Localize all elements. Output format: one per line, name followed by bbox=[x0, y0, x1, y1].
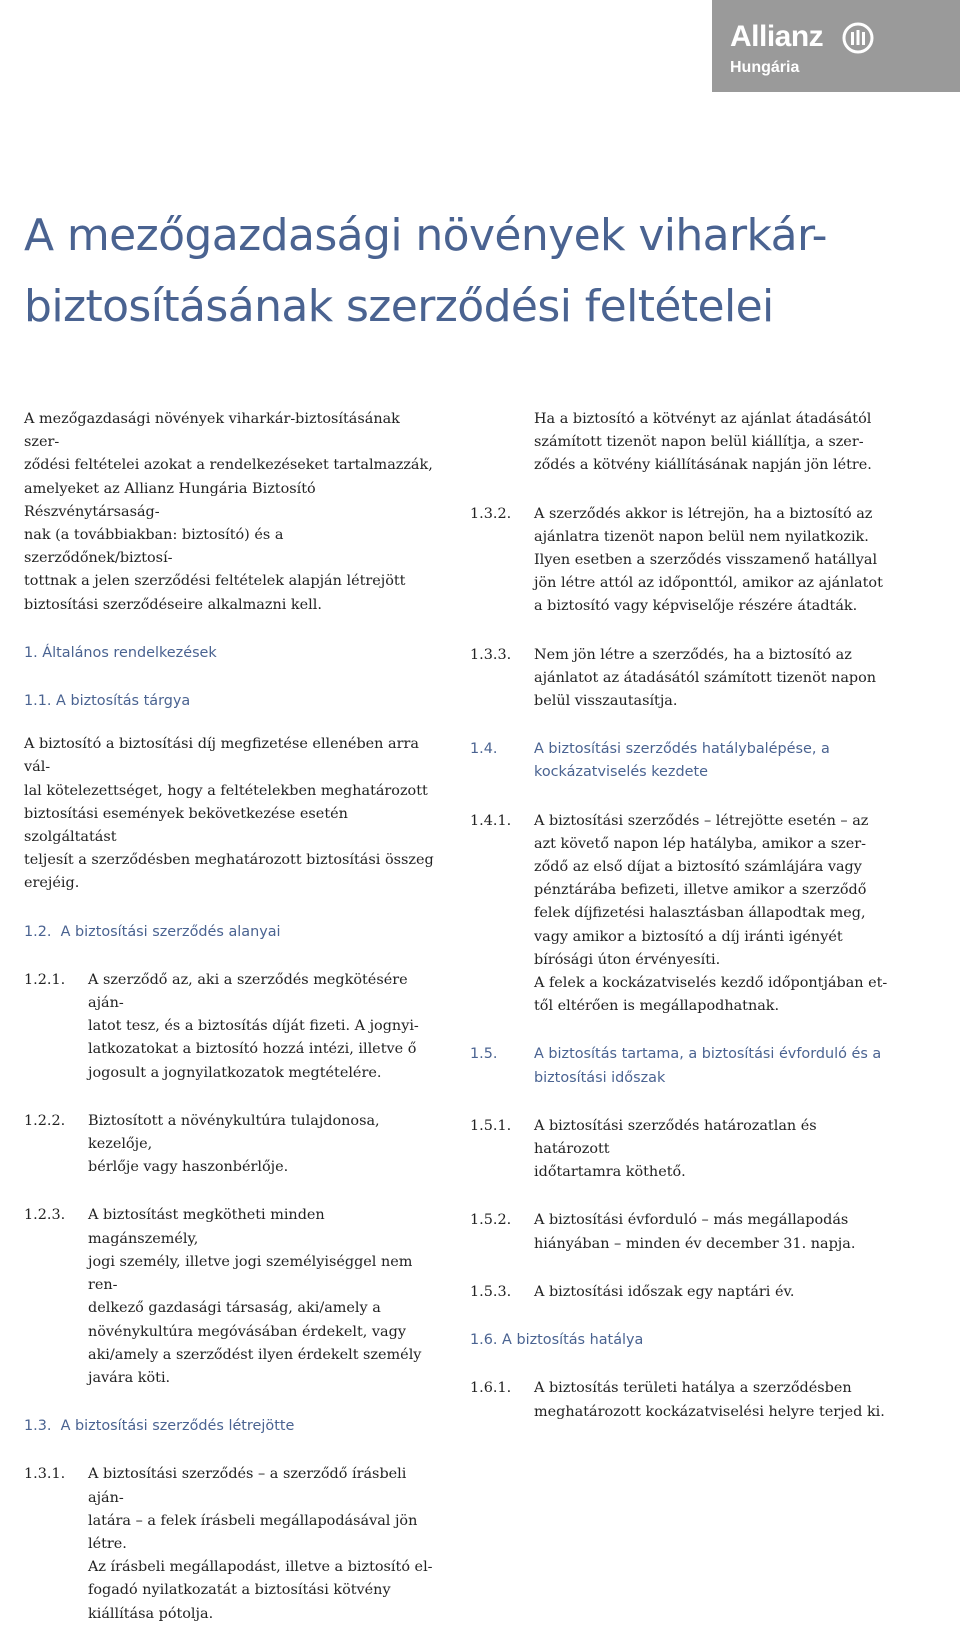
clause-1-2-1: 1.2.1. A szerződő az, aki a szerződés megkötésére aján- latot tesz, és a biztosítás díját fizeti. A jognyi- latkozatokat a biztosító hozzá intézi, illetve ő jogosult a jognyilatkozatok megtételére. bbox=[24, 971, 419, 1081]
clause-1-5-2: 1.5.2. A biztosítási évforduló – más megállapodás hiányában – minden év december 31. napja. bbox=[470, 1212, 856, 1252]
clause-1-2-2: 1.2.2. Biztosított a növénykultúra tulajdonosa, kezelője, bérlője vagy haszonbérlője. bbox=[24, 1112, 380, 1176]
intro-paragraph: A mezőgazdasági növények viharkár-biztosításának szer- ződési feltételei azokat a rendelkezéseket tartalmazzák, amelyeket az Allianz Hungária Biztosító Részvénytársaság- nak (a továbbiakban: biztosító) és a szerződőnek/biztosí- tottnak a jelen szerződési feltételek alapján létrejött biztosítási szerződéseire alkalmazni kell. bbox=[24, 411, 433, 613]
right-column bbox=[470, 408, 890, 1424]
clause-1-6-1: 1.6.1. A biztosítás területi hatálya a szerződésben meghatározott kockázatviselési helyre terjed ki. bbox=[470, 1380, 885, 1420]
logo-name: Allianz bbox=[730, 20, 824, 53]
section-heading-1-2: 1.2. A biztosítási szerződés alanyai bbox=[24, 923, 281, 940]
allianz-logo bbox=[712, 0, 960, 92]
clause-1-2-3: 1.2.3. A biztosítást megkötheti minden magánszemély, jogi személy, illetve jogi személyiséggel nem ren- delkező gazdasági társaság, aki/amely a növénykultúra megóvásában érdekelt, vagy aki/amely a szerződést ilyen érdekelt személy javára köti. bbox=[24, 1207, 422, 1386]
section-heading-1: 1. Általános rendelkezések bbox=[24, 644, 217, 661]
clause-1-4-1: 1.4.1. A biztosítási szerződés – létrejötte esetén – az azt követő napon lép hatályba, amikor a szer- ződő az első díjat a biztosító számlájára vagy pénztárába befizeti, illetve amikor a szerződő felek díjfizetési halasztásban állapodtak meg, vagy amikor a biztosító a díj iránti igényét bírósági úton érvényesíti. A felek a kockázatviselés kezdő időpontjában et- től eltérően is megállapodhatnak. bbox=[470, 812, 888, 1015]
section-heading-1-1: 1.1. A biztosítás tárgya bbox=[24, 693, 191, 710]
clause-1-3-2: 1.3.2. A szerződés akkor is létrejön, ha a biztosító az ajánlatra tizenöt napon belül nem nyilatkozik. Ilyen esetben a szerződés visszamenő hatállyal jön létre attól az időponttól, amikor az ajánlatot a biztosító vagy képviselője részére átadták. bbox=[470, 505, 883, 615]
page-title bbox=[24, 200, 924, 343]
section-heading-1-3: 1.3. A biztosítási szerződés létrejötte bbox=[24, 1418, 295, 1435]
section-heading-1-4: 1.4. A biztosítási szerződés hatálybalépése, a kockázatviselés kezdete bbox=[470, 741, 830, 781]
logo-subtitle: Hungária bbox=[730, 59, 800, 76]
title-line-1: A mezőgazdasági növények viharkár- bbox=[24, 210, 827, 261]
clause-1-3-3: 1.3.3. Nem jön létre a szerződés, ha a biztosító az ajánlatot az átadásától számított tizenöt napon belül visszautasítja. bbox=[470, 646, 877, 710]
title-line-2: biztosításának szerződési feltételei bbox=[24, 281, 774, 333]
section-heading-1-5: 1.5. A biztosítás tartama, a biztosítási évforduló és a biztosítási időszak bbox=[470, 1046, 882, 1086]
paragraph-1-1: A biztosító a biztosítási díj megfizetése ellenében arra vál- lal kötelezettséget, hogy a feltételekben meghatározott biztosítási események bekövetkezése esetén szolgáltatást teljesít a szerződésben meghatározott biztosítási összeg erejéig. bbox=[24, 736, 434, 892]
clause-1-5-1: 1.5.1. A biztosítási szerződés határozatlan és határozott időtartamra köthető. bbox=[470, 1117, 817, 1181]
section-heading-1-6: 1.6. A biztosítás hatálya bbox=[470, 1332, 644, 1349]
clause-1-3-1-continued: Ha a biztosító a kötvényt az ajánlat átadásától számított tizenöt napon belül kiállítja, a szer- ződés a kötvény kiállításának napján jön létre. bbox=[534, 411, 872, 474]
left-column bbox=[24, 408, 436, 1626]
clause-1-3-1: 1.3.1. A biztosítási szerződés – a szerződő írásbeli aján- latára – a felek írásbeli megállapodásával jön létre. Az írásbeli megállapodást, illetve a biztosító el- fogadó nyilatkozatát a biztosítási kötvény kiállítása pótolja. bbox=[24, 1466, 433, 1622]
allianz-eagle-icon bbox=[842, 22, 874, 54]
clause-1-5-3: 1.5.3. A biztosítási időszak egy naptári év. bbox=[470, 1283, 795, 1300]
